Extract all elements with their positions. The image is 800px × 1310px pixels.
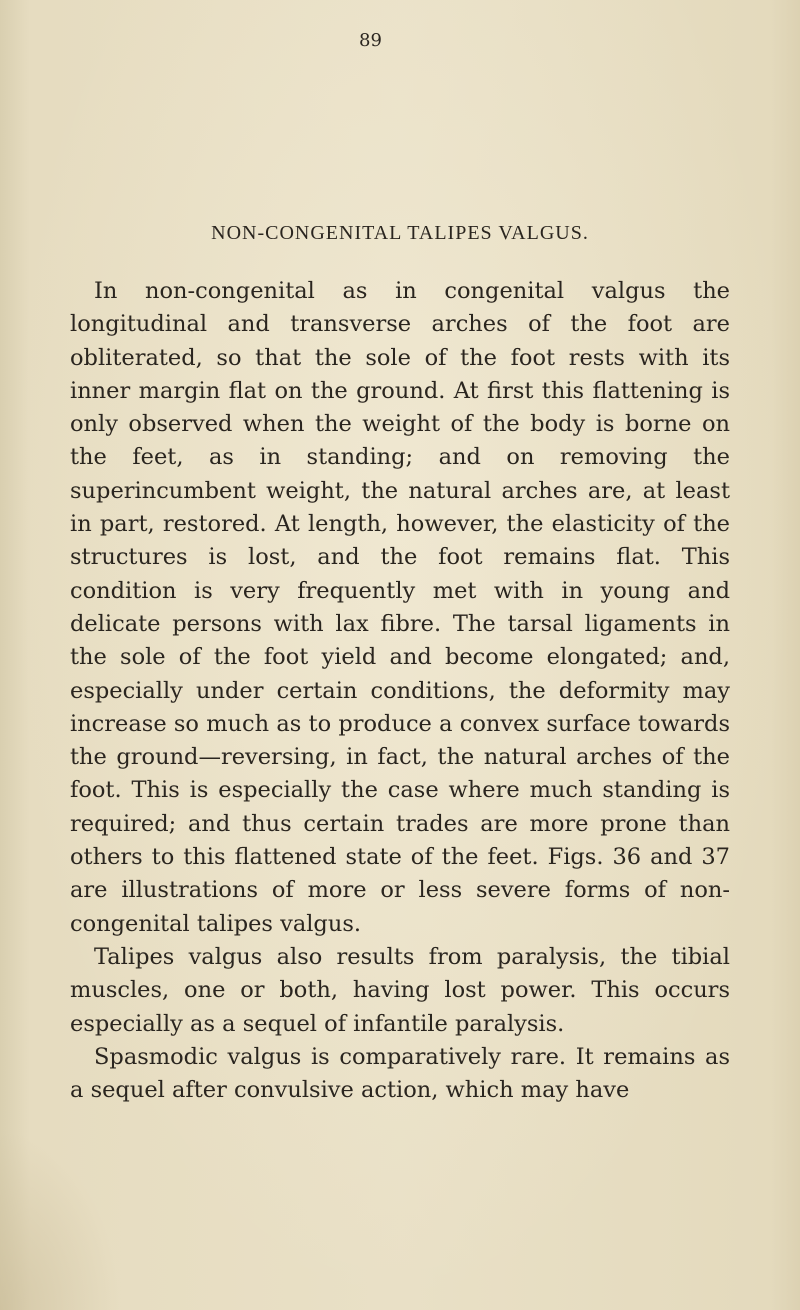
paragraph-1: In non-congenital as in congenital valgus the longitudinal and transverse arches of the foot are obliterated, so that the sole of the foot rests with its inner margin flat on the ground. At first this flattening is only observed when the weight of the body is borne on the feet, as in standing; and on removing the superincumbent weight, the natural arches are, at least in part, restored. At length, however, the elasticity of the structures is lost, and the foot remains flat. This condition is very frequently met with in young and delicate persons with lax fibre. The tarsal ligaments in the sole of the foot yield and become elongated; and, especially under certain conditions, the deformity may increase so much as to produce a convex surface towards the ground—reversing, in fact, the natural arches of the foot. This is especially the case where much standing is required; and thus certain trades are more prone than others to this flattened state of the feet. Figs. 36 and 37 are illustrations of more or less severe forms of non-congenital talipes valgus.	[70, 278, 730, 937]
page-number: 89	[359, 30, 382, 51]
paper-stain	[0, 1130, 120, 1310]
paragraph-2: Talipes valgus also results from paralysis, the tibial muscles, one or both, having lost power. This occurs especially as a sequel of infantile paralysis.	[70, 943, 730, 1037]
paragraph-3: Spasmodic valgus is comparatively rare. It remains as a sequel after convulsive action, which may have	[70, 1043, 730, 1104]
section-title: NON-CONGENITAL TALIPES VALGUS.	[211, 222, 589, 244]
body-text	[70, 275, 730, 1107]
